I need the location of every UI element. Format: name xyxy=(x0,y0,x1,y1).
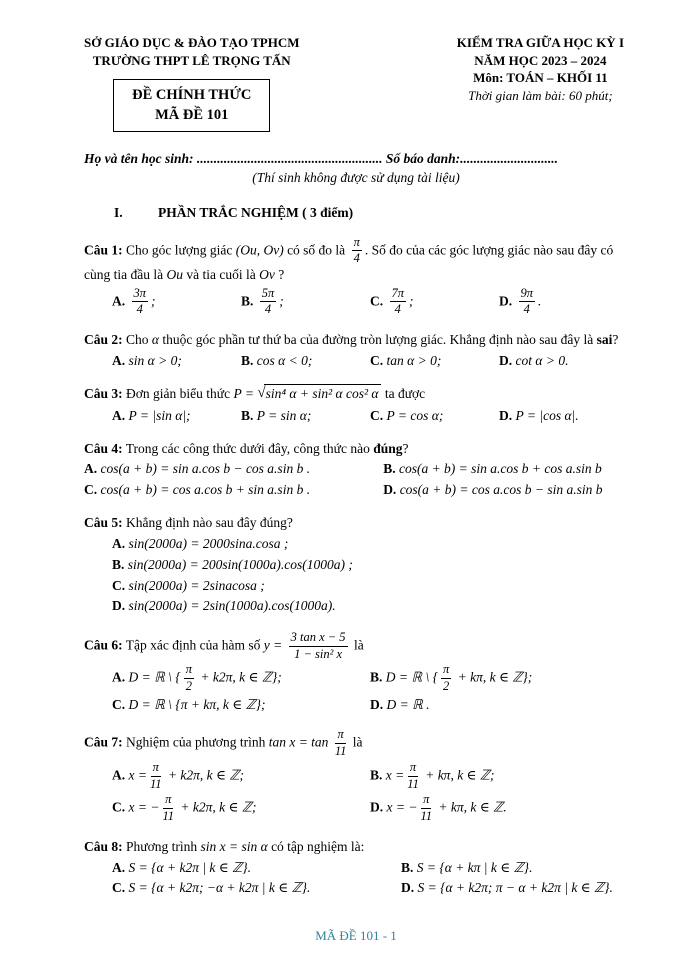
option-label: A. xyxy=(112,669,126,685)
option-label: B. xyxy=(400,859,414,875)
question-8 xyxy=(84,833,628,900)
section-numeral: I. xyxy=(114,204,123,220)
fraction-denominator: 4 xyxy=(394,302,401,317)
option-label: C. xyxy=(84,482,98,497)
fraction-numerator: 3 tan x − 5 xyxy=(289,631,348,647)
option-text: sin(2000a) = 2000sina.cosa ; xyxy=(128,536,289,552)
question-7-number: Câu 7: xyxy=(84,734,123,750)
question-3-option-c xyxy=(370,407,499,426)
section-heading xyxy=(84,204,628,223)
option-pre: x = − xyxy=(128,799,160,815)
student-id-dots: ............................. xyxy=(460,150,559,166)
student-info-line xyxy=(84,150,628,169)
question-2-option-a xyxy=(112,352,241,371)
department-name: SỞ GIÁO DỤC & ĐÀO TẠO TPHCM xyxy=(84,35,300,50)
question-1-text: Cho góc lượng giác xyxy=(126,241,233,257)
question-7-options xyxy=(84,761,628,824)
option-text: cot α > 0. xyxy=(515,352,569,368)
radical-sign: √ xyxy=(257,385,266,402)
question-5-stem xyxy=(84,514,628,533)
fraction-denominator: 11 xyxy=(407,776,419,791)
math-sin-equation: sin x = sin α xyxy=(200,838,268,854)
question-8-option-c xyxy=(112,879,401,898)
option-pre: x = xyxy=(128,767,147,783)
math-tan-equation: tan x = tan xyxy=(268,734,329,750)
question-2-stem xyxy=(84,331,628,350)
fraction-denominator: 1 − sin² x xyxy=(294,646,343,661)
option-text: S = {α + k2π; −α + k2π | k ∈ ℤ}. xyxy=(128,880,311,896)
fraction-numerator: π xyxy=(151,761,161,777)
question-7-text: Nghiệm của phương trình xyxy=(126,734,266,750)
student-id-label: Số báo danh: xyxy=(382,150,461,166)
question-2-text: Cho xyxy=(126,332,149,348)
option-label: B. xyxy=(241,352,254,368)
fraction xyxy=(162,793,174,824)
question-5-options xyxy=(84,534,628,617)
student-name-label: Họ và tên học sinh: xyxy=(84,150,197,166)
question-2-bold-word: sai xyxy=(596,332,613,348)
fraction xyxy=(150,761,162,792)
fraction xyxy=(420,793,432,824)
question-5-text: Khẳng định nào sau đây đúng? xyxy=(126,514,293,530)
question-1-option-a xyxy=(112,287,241,318)
option-suffix: ; xyxy=(279,293,284,309)
fraction xyxy=(184,663,194,694)
option-post: + kπ, k ∈ ℤ. xyxy=(435,799,507,815)
question-6 xyxy=(84,626,628,717)
question-4-number: Câu 4: xyxy=(84,440,123,456)
fraction-numerator: 3π xyxy=(132,287,149,303)
option-label: D. xyxy=(383,482,397,497)
option-text: cos(a + b) = cos a.cos b + sin a.sin b . xyxy=(100,482,311,497)
fraction-numerator: π xyxy=(335,728,345,744)
option-post: + k2π, k ∈ ℤ}; xyxy=(196,669,282,685)
question-6-stem xyxy=(84,631,628,662)
question-5-option-b xyxy=(112,556,628,575)
question-3-options xyxy=(84,407,628,426)
fraction-numerator: π xyxy=(421,793,431,809)
question-1-options xyxy=(84,287,628,318)
option-label: C. xyxy=(112,696,126,712)
question-3-text2: ta được xyxy=(384,386,426,402)
question-1-text5: ? xyxy=(278,267,285,283)
fraction-denominator: 11 xyxy=(149,776,162,791)
question-7-option-d xyxy=(370,793,628,824)
subject-line: Môn: TOÁN – KHỐI 11 xyxy=(473,70,608,86)
option-suffix: ; xyxy=(151,293,156,309)
option-label: D. xyxy=(499,293,513,309)
question-6-options xyxy=(84,663,628,714)
math-alpha: α xyxy=(151,332,159,348)
option-label: B. xyxy=(112,556,125,572)
school-name: TRƯỜNG THPT LÊ TRỌNG TẤN xyxy=(92,52,291,68)
question-8-option-a xyxy=(112,859,401,878)
question-3-option-d xyxy=(499,407,628,426)
option-label: A. xyxy=(112,293,126,309)
option-pre: x = − xyxy=(386,799,418,815)
option-text: S = {α + k2π; π − α + k2π | k ∈ ℤ}. xyxy=(417,880,613,896)
exam-code-label: MÃ ĐỀ 101 xyxy=(155,107,229,124)
option-text: cos(a + b) = cos a.cos b − sin a.sin b xyxy=(399,482,603,497)
question-1-option-c xyxy=(370,287,499,318)
question-1-number: Câu 1: xyxy=(84,241,123,257)
option-label: C. xyxy=(112,577,126,593)
option-post: + k2π, k ∈ ℤ; xyxy=(177,799,257,815)
option-text: P = sin α; xyxy=(256,408,312,424)
question-3-stem xyxy=(84,384,628,405)
fraction-numerator: 5π xyxy=(260,287,277,303)
page-footer xyxy=(84,927,628,945)
option-label: B. xyxy=(370,767,383,783)
fraction xyxy=(132,287,149,318)
question-2-option-c xyxy=(370,352,499,371)
fraction xyxy=(390,287,407,318)
option-pre: x = xyxy=(385,767,405,783)
question-3 xyxy=(84,379,628,427)
option-text: S = {α + k2π | k ∈ ℤ}. xyxy=(128,859,251,875)
header-right xyxy=(457,34,628,104)
student-name-dots: ....................................................... xyxy=(196,150,383,166)
question-8-number: Câu 8: xyxy=(84,838,123,854)
question-7 xyxy=(84,723,628,826)
question-2-text3: ? xyxy=(612,332,619,348)
header-left xyxy=(84,34,299,132)
question-5-option-a xyxy=(112,535,628,554)
fraction-numerator: π xyxy=(163,793,173,809)
option-text: S = {α + kπ | k ∈ ℤ}. xyxy=(416,859,533,875)
fraction-denominator: 4 xyxy=(353,251,360,266)
option-label: D. xyxy=(112,598,126,614)
question-3-option-a xyxy=(112,407,241,426)
option-label: A. xyxy=(112,408,126,424)
fraction-denominator: 4 xyxy=(264,302,272,317)
question-4-bold-word: đúng xyxy=(373,440,403,456)
option-pre: D = ℝ \ { xyxy=(385,669,438,685)
option-text: D = ℝ . xyxy=(386,696,430,712)
page-header xyxy=(84,34,628,132)
question-4-option-d xyxy=(383,481,628,500)
fraction-denominator: 4 xyxy=(523,302,530,317)
school-year: NĂM HỌC 2023 – 2024 xyxy=(474,52,607,68)
option-text: sin(2000a) = 2sin(1000a).cos(1000a). xyxy=(128,598,336,614)
fraction xyxy=(260,287,277,318)
option-text: tan α > 0; xyxy=(386,352,442,368)
question-4-text: Trong các công thức dưới đây, công thức nào xyxy=(125,440,370,456)
option-text: sin(2000a) = 2sinacosa ; xyxy=(128,577,265,593)
radicand: sin⁴ α + sin² α cos² α xyxy=(264,384,382,401)
question-4-text2: ? xyxy=(402,440,409,456)
fraction-function xyxy=(289,631,348,662)
math-y-equals: y = xyxy=(263,637,283,653)
math-p-equals: P = xyxy=(233,386,254,402)
fraction-pi-11 xyxy=(335,728,347,759)
question-6-option-c xyxy=(112,696,370,715)
option-label: C. xyxy=(370,408,384,424)
question-2-option-d xyxy=(499,352,628,371)
question-5-option-d xyxy=(112,597,628,616)
question-7-option-a xyxy=(112,761,370,792)
question-7-option-c xyxy=(112,793,370,824)
question-6-number: Câu 6: xyxy=(84,637,123,653)
no-material-note: (Thí sinh không được sử dụng tài liệu) xyxy=(252,170,460,186)
fraction-numerator: 9π xyxy=(519,287,536,303)
math-angle-ouov: (Ou, Ov) xyxy=(235,241,284,257)
question-2-option-b xyxy=(241,352,370,371)
option-label: D. xyxy=(499,352,513,368)
option-label: C. xyxy=(112,880,126,896)
fraction-denominator: 2 xyxy=(185,679,192,693)
option-label: B. xyxy=(370,669,383,685)
option-text: sin α > 0; xyxy=(128,352,182,368)
fraction-denominator: 11 xyxy=(420,809,433,824)
fraction-denominator: 2 xyxy=(442,679,450,693)
option-label: B. xyxy=(241,408,254,424)
question-7-text2: là xyxy=(352,734,363,750)
fraction-denominator: 4 xyxy=(136,302,143,317)
question-8-text: Phương trình xyxy=(126,838,198,854)
option-label: C. xyxy=(370,293,384,309)
question-8-option-b xyxy=(401,859,628,878)
fraction xyxy=(407,761,419,792)
option-label: B. xyxy=(383,461,396,477)
option-label: B. xyxy=(241,293,254,309)
question-4 xyxy=(84,435,628,502)
option-text: P = cos α; xyxy=(386,408,444,424)
option-label: D. xyxy=(400,880,415,896)
option-text: cos(a + b) = sin a.cos b − cos a.sin b . xyxy=(100,461,311,477)
question-4-option-a xyxy=(84,460,383,479)
option-label: A. xyxy=(112,352,126,368)
question-1-stem xyxy=(84,236,628,285)
question-1-text4: và tia cuối là xyxy=(186,267,256,283)
option-text: sin(2000a) = 200sin(1000a).cos(1000a) ; xyxy=(127,556,353,572)
option-post: + kπ, k ∈ ℤ; xyxy=(421,767,495,783)
question-4-option-c xyxy=(84,481,383,500)
option-label: A. xyxy=(84,461,98,477)
option-label: D. xyxy=(370,799,384,815)
option-text: P = |sin α|; xyxy=(128,408,191,424)
option-pre: D = ℝ \ { xyxy=(128,669,181,685)
option-label: C. xyxy=(112,799,126,815)
math-ov: Ov xyxy=(259,267,275,283)
option-text: cos(a + b) = sin a.cos b + cos a.sin b xyxy=(398,461,602,477)
question-6-text: Tập xác định của hàm số xyxy=(125,637,261,653)
question-5 xyxy=(84,509,628,619)
question-2 xyxy=(84,326,628,372)
option-label: A. xyxy=(112,536,126,552)
question-6-text2: là xyxy=(353,637,364,653)
option-suffix: . xyxy=(538,293,542,309)
fraction-numerator: π xyxy=(184,663,194,679)
fraction-denominator: 11 xyxy=(162,809,175,824)
question-1-text3: . Số đo của các góc lượng giác nào sau đây có cùng tia đầu là xyxy=(84,241,614,283)
exam-title: KIỂM TRA GIỮA HỌC KỲ I xyxy=(456,35,624,50)
question-1-option-b xyxy=(241,287,370,318)
option-text: cos α < 0; xyxy=(256,352,313,368)
fraction-denominator: 11 xyxy=(334,744,347,759)
fraction xyxy=(441,663,451,694)
exam-code-box xyxy=(113,79,270,132)
option-label: D. xyxy=(499,408,513,424)
footer-exam-code-page: MÃ ĐỀ 101 - 1 xyxy=(315,928,397,944)
question-4-option-b xyxy=(383,460,628,479)
question-8-option-d xyxy=(401,879,628,898)
official-exam-label: ĐỀ CHÍNH THỨC xyxy=(132,87,252,104)
option-text: D = ℝ \ {π + kπ, k ∈ ℤ}; xyxy=(128,696,266,712)
question-4-options xyxy=(84,460,628,499)
question-2-options xyxy=(84,352,628,371)
question-3-text: Đơn giản biểu thức xyxy=(126,386,231,402)
question-4-stem xyxy=(84,440,628,459)
radical-expression xyxy=(257,386,381,401)
question-7-stem xyxy=(84,728,628,759)
option-label: A. xyxy=(112,859,126,875)
option-label: A. xyxy=(112,767,126,783)
question-3-option-b xyxy=(241,407,370,426)
question-6-option-a xyxy=(112,663,370,694)
option-label: D. xyxy=(370,696,384,712)
question-1-text2: có số đo là xyxy=(287,241,346,257)
fraction-numerator: π xyxy=(352,236,362,252)
option-post: + kπ, k ∈ ℤ}; xyxy=(454,669,533,685)
math-ou: Ou xyxy=(166,267,183,283)
fraction-numerator: 7π xyxy=(390,287,407,303)
fraction xyxy=(519,287,536,318)
question-2-number: Câu 2: xyxy=(84,332,123,348)
fraction-numerator: π xyxy=(441,663,451,679)
question-6-option-d xyxy=(370,696,628,715)
question-8-text2: có tập nghiệm là: xyxy=(271,838,365,854)
fraction-pi-4 xyxy=(352,236,362,267)
question-2-text2: thuộc góc phần tư thứ ba của đường tròn lượng giác. Khẳng định nào sau đây là xyxy=(162,332,594,348)
question-7-option-b xyxy=(370,761,628,792)
question-3-number: Câu 3: xyxy=(84,386,123,402)
question-5-number: Câu 5: xyxy=(84,514,123,530)
option-post: + k2π, k ∈ ℤ; xyxy=(164,767,244,783)
fraction-numerator: π xyxy=(408,761,418,777)
duration-line: Thời gian làm bài: 60 phút; xyxy=(468,87,613,103)
question-6-option-b xyxy=(370,663,628,694)
question-8-options xyxy=(84,859,628,898)
question-8-stem xyxy=(84,838,628,857)
question-1 xyxy=(84,231,628,320)
section-title: PHẦN TRẮC NGHIỆM ( 3 điểm) xyxy=(158,204,354,220)
question-5-option-c xyxy=(112,577,628,596)
option-text: P = |cos α|. xyxy=(515,408,579,424)
option-suffix: ; xyxy=(409,293,414,309)
option-label: C. xyxy=(370,352,384,368)
question-1-option-d xyxy=(499,287,628,318)
